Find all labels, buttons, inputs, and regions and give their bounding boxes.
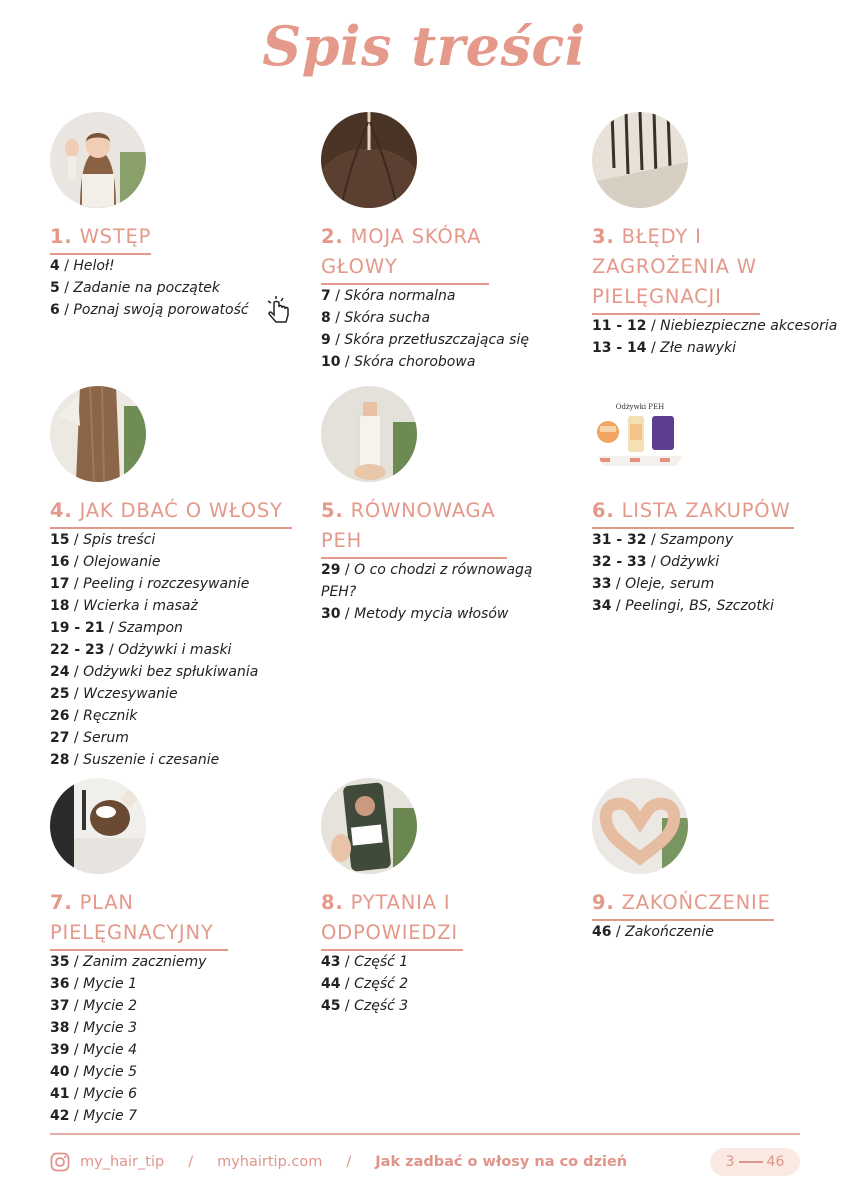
section-care-plan — [50, 778, 300, 1127]
list-item[interactable]: 5 / Zadanie na początek — [50, 280, 221, 296]
section-items — [592, 921, 842, 943]
website-link[interactable]: myhairtip.com — [217, 1154, 323, 1170]
list-item[interactable]: 39 / Mycie 4 — [50, 1042, 138, 1058]
section-items — [50, 255, 300, 321]
instagram-handle[interactable]: my_hair_tip — [80, 1154, 165, 1170]
section-heading[interactable]: 7. PLAN PIELĘGNACYJNY — [50, 888, 228, 951]
photo-long-hair — [50, 386, 146, 482]
section-items — [50, 529, 315, 771]
list-item[interactable]: 4 / Heloł! — [50, 258, 115, 274]
section-heading[interactable]: 1. WSTĘP — [50, 222, 151, 255]
section-items — [321, 285, 571, 373]
list-item[interactable]: 46 / Zakończenie — [592, 924, 714, 940]
list-item[interactable]: 6 / Poznaj swoją porowatość — [50, 299, 300, 321]
photo-phone — [321, 778, 417, 874]
list-item[interactable]: 45 / Część 3 — [321, 998, 409, 1014]
photo-heart-hands — [592, 778, 688, 874]
section-items — [321, 559, 571, 625]
section-heading[interactable]: 3. BŁĘDY I ZAGROŻENIA W PIELĘGNACJI — [592, 222, 760, 315]
section-heading[interactable]: 5. RÓWNOWAGA PEH — [321, 496, 507, 559]
list-item[interactable]: 35 / Zanim zaczniemy — [50, 954, 207, 970]
section-ending — [592, 778, 842, 943]
section-shopping-list — [592, 386, 802, 617]
section-items — [50, 951, 300, 1127]
footer — [50, 1148, 800, 1176]
list-item[interactable]: 40 / Mycie 5 — [50, 1064, 138, 1080]
list-item[interactable]: 33 / Oleje, serum — [592, 576, 715, 592]
list-item[interactable]: 37 / Mycie 2 — [50, 998, 138, 1014]
list-item[interactable]: 38 / Mycie 3 — [50, 1020, 138, 1036]
list-item[interactable]: 10 / Skóra chorobowa — [321, 354, 476, 370]
footer-divider — [50, 1133, 800, 1135]
photo-hair-wash — [50, 778, 146, 874]
page-title: Spis treści — [262, 14, 586, 78]
section-qa — [321, 778, 571, 1017]
product-card-title: Odżywki PEH — [615, 403, 665, 411]
section-items — [321, 951, 571, 1017]
photo-scalp — [321, 112, 417, 208]
list-item[interactable]: 44 / Część 2 — [321, 976, 409, 992]
section-heading[interactable]: 9. ZAKOŃCZENIE — [592, 888, 774, 921]
list-item[interactable]: 17 / Peeling i rozczesywanie — [50, 576, 250, 592]
list-item[interactable]: 19 - 21 / Szampon — [50, 620, 183, 636]
list-item[interactable]: 15 / Spis treści — [50, 532, 156, 548]
list-item[interactable]: 8 / Skóra sucha — [321, 310, 431, 326]
photo-products — [592, 386, 688, 482]
list-item[interactable]: 18 / Wcierka i masaż — [50, 598, 198, 614]
section-items — [592, 315, 842, 359]
list-item[interactable]: 36 / Mycie 1 — [50, 976, 138, 992]
footer-separator: / — [188, 1154, 194, 1170]
page-indicator — [710, 1148, 800, 1176]
list-item[interactable]: 41 / Mycie 6 — [50, 1086, 138, 1102]
list-item[interactable]: 30 / Metody mycia włosów — [321, 606, 509, 622]
photo-waving-girl — [50, 112, 146, 208]
list-item[interactable]: 29 / O co chodzi z równowagą PEH? — [321, 562, 533, 600]
current-page: 3 — [725, 1154, 735, 1170]
list-item[interactable]: 25 / Wczesywanie — [50, 686, 178, 702]
list-item[interactable]: 13 - 14 / Złe nawyki — [592, 340, 737, 356]
list-item[interactable]: 27 / Serum — [50, 730, 129, 746]
section-intro — [50, 112, 300, 321]
total-pages: 46 — [766, 1154, 785, 1170]
list-item[interactable]: 16 / Olejowanie — [50, 554, 161, 570]
list-item[interactable]: 31 - 32 / Szampony — [592, 532, 734, 548]
footer-separator: / — [346, 1154, 352, 1170]
section-mistakes — [592, 112, 842, 359]
list-item[interactable]: 28 / Suszenie i czesanie — [50, 752, 220, 768]
list-item[interactable]: 22 - 23 / Odżywki i maski — [50, 642, 232, 658]
instagram-icon — [50, 1152, 70, 1172]
list-item[interactable]: 26 / Ręcznik — [50, 708, 138, 724]
list-item[interactable]: 11 - 12 / Niebiezpieczne akcesoria — [592, 318, 838, 334]
section-heading[interactable]: 2. MOJA SKÓRA GŁOWY — [321, 222, 489, 285]
section-heading[interactable]: 8. PYTANIA I ODPOWIEDZI — [321, 888, 463, 951]
photo-hairpins — [592, 112, 688, 208]
pager-dash — [739, 1161, 763, 1163]
section-scalp — [321, 112, 571, 373]
section-items — [592, 529, 802, 617]
section-peh-balance — [321, 386, 571, 625]
section-heading[interactable]: 4. JAK DBAĆ O WŁOSY — [50, 496, 292, 529]
list-item[interactable]: 42 / Mycie 7 — [50, 1108, 138, 1124]
section-heading[interactable]: 6. LISTA ZAKUPÓW — [592, 496, 794, 529]
list-item[interactable]: 32 - 33 / Odżywki — [592, 554, 720, 570]
list-item[interactable]: 24 / Odżywki bez spłukiwania — [50, 664, 259, 680]
list-item[interactable]: 43 / Część 1 — [321, 954, 409, 970]
section-hair-care — [50, 386, 315, 771]
list-item[interactable]: 34 / Peelingi, BS, Szczotki — [592, 598, 774, 614]
pointer-hand-icon — [264, 295, 294, 325]
book-title: Jak zadbać o włosy na co dzień — [375, 1154, 628, 1170]
list-item[interactable]: 9 / Skóra przetłuszczająca się — [321, 332, 529, 348]
photo-bottle — [321, 386, 417, 482]
list-item[interactable]: 7 / Skóra normalna — [321, 288, 456, 304]
